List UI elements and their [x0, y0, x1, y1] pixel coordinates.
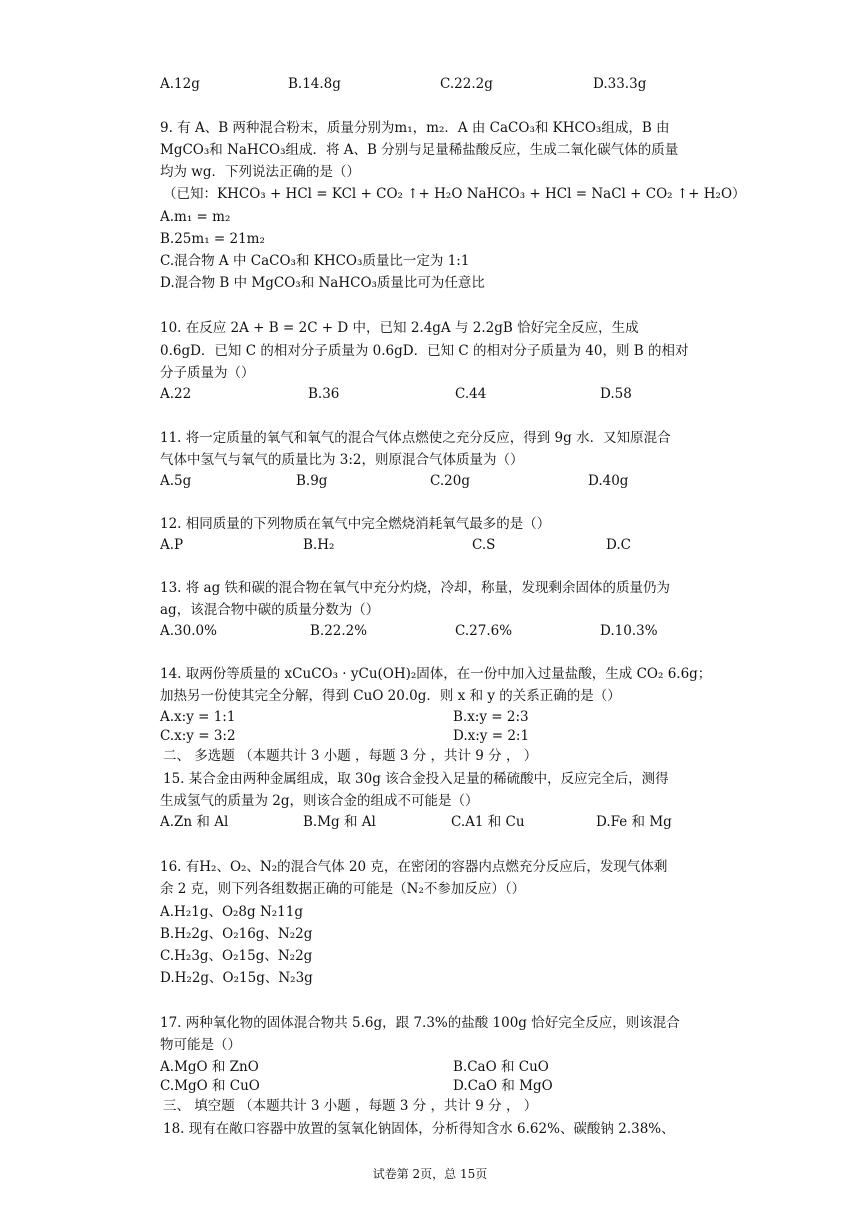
q18-stem-line-1: 18. 现有在敞口容器中放置的氢氧化钠固体，分析得知含水 6.62%、碳酸钠 2.38%、: [163, 1121, 675, 1137]
q15-option-b: B.Mg 和 Al: [303, 814, 376, 830]
q12-stem-line-1: 12. 相同质量的下列物质在氧气中完全燃烧消耗氧气最多的是（）: [160, 516, 551, 532]
page-footer: 试卷第 2页，总 15页: [372, 1167, 488, 1181]
q14-option-a: A.x:y = 1:1: [160, 709, 236, 725]
q17-stem-line-2: 物可能是（）: [160, 1037, 241, 1053]
q17-option-c: C.MgO 和 CuO: [160, 1078, 260, 1094]
q17-option-b: B.CaO 和 CuO: [453, 1059, 549, 1075]
q14-option-c: C.x:y = 3:2: [160, 728, 236, 744]
q13-option-d: D.10.3%: [600, 623, 658, 639]
q15-option-c: C.A1 和 Cu: [451, 814, 525, 830]
q10-stem-line-1: 10. 在反应 2A + B = 2C + D 中，已知 2.4gA 与 2.2gB 恰好完全反应，生成: [160, 320, 639, 336]
q9-option-a: A.m₁ = m₂: [160, 209, 231, 225]
q10-stem-line-2: 0.6gD．已知 C 的相对分子质量为 0.6gD．已知 C 的相对分子质量为 40，则 B 的相对: [160, 343, 689, 359]
q12-option-a: A.P: [160, 537, 184, 553]
q8-option-a: A.12g: [160, 76, 200, 92]
q9-option-b: B.25m₁ = 21m₂: [160, 231, 265, 247]
q16-option-a: A.H₂1g、O₂8g N₂11g: [160, 904, 304, 920]
q14-stem-line-1: 14. 取两份等质量的 xCuCO₃ · yCu(OH)₂固体，在一份中加入过量盐酸，生成 CO₂ 6.6g；: [160, 666, 712, 682]
q9-stem-line-1: 9. 有 A、B 两种混合粉末，质量分别为m₁，m₂．A 由 CaCO₃和 KHCO₃组成，B 由: [160, 120, 670, 136]
q14-stem-line-2: 加热另一份使其完全分解，得到 CuO 20.0g．则 x 和 y 的关系正确的是（）: [160, 688, 621, 704]
q9-stem-line-3: 均为 wg．下列说法正确的是（）: [160, 164, 360, 180]
q16-stem-line-2: 余 2 克，则下列各组数据正确的可能是（N₂不参加反应）（）: [160, 881, 526, 897]
q11-stem-line-1: 11. 将一定质量的氧气和氧气的混合气体点燃使之充分反应，得到 9g 水．又知原混合: [160, 430, 671, 446]
q9-option-d: D.混合物 B 中 MgCO₃和 NaHCO₃质量比可为任意比: [160, 275, 485, 291]
q13-stem-line-1: 13. 将 ag 铁和碳的混合物在氧气中充分灼烧，冷却，称量，发现剩余固体的质量仍为: [160, 580, 671, 596]
q12-option-c: C.S: [472, 537, 496, 553]
q10-option-b: B.36: [308, 386, 340, 402]
q8-option-d: D.33.3g: [593, 76, 647, 92]
q13-option-c: C.27.6%: [455, 623, 513, 639]
q10-option-c: C.44: [455, 386, 487, 402]
q14-option-b: B.x:y = 2:3: [453, 709, 529, 725]
q11-stem-line-2: 气体中氢气与氧气的质量比为 3:2，则原混合气体质量为（）: [160, 452, 524, 468]
q12-option-b: B.H₂: [303, 537, 335, 553]
q11-option-c: C.20g: [430, 473, 470, 489]
q16-option-c: C.H₂3g、O₂15g、N₂2g: [160, 948, 313, 964]
q13-option-a: A.30.0%: [160, 623, 217, 639]
q15-option-d: D.Fe 和 Mg: [596, 814, 672, 830]
section-heading-fill-in: 三、 填空题 （本题共计 3 小题 ，每题 3 分 ，共计 9 分 ， ）: [163, 1098, 538, 1114]
q11-option-b: B.9g: [296, 473, 328, 489]
q9-given-equations: （已知：KHCO₃ + HCl = KCl + CO₂ ↑+ H₂O NaHCO₃ + HCl = NaCl + CO₂ ↑+ H₂O）: [163, 186, 746, 202]
q9-option-c: C.混合物 A 中 CaCO₃和 KHCO₃质量比一定为 1:1: [160, 253, 470, 269]
q11-option-a: A.5g: [160, 473, 192, 489]
section-heading-multiple-choice: 二、 多选题 （本题共计 3 小题 ，每题 3 分 ，共计 9 分 ， ）: [163, 748, 538, 764]
q15-stem-line-1: 15. 某合金由两种金属组成，取 30g 该合金投入足量的稀硫酸中，反应完全后，测得: [163, 771, 669, 787]
q11-option-d: D.40g: [588, 473, 629, 489]
q10-stem-line-3: 分子质量为（）: [160, 365, 255, 381]
q14-option-d: D.x:y = 2:1: [453, 728, 530, 744]
q13-stem-line-2: ag，该混合物中碳的质量分数为（）: [160, 602, 380, 618]
q9-stem-line-2: MgCO₃和 NaHCO₃组成．将 A、B 分别与足量稀盐酸反应，生成二氧化碳气体的质量: [160, 142, 679, 158]
q13-option-b: B.22.2%: [310, 623, 368, 639]
q17-option-a: A.MgO 和 ZnO: [160, 1059, 259, 1075]
q10-option-d: D.58: [600, 386, 632, 402]
q10-option-a: A.22: [160, 386, 192, 402]
q15-option-a: A.Zn 和 Al: [160, 814, 229, 830]
q15-stem-line-2: 生成氢气的质量为 2g，则该合金的组成不可能是（）: [160, 793, 479, 809]
q8-option-b: B.14.8g: [288, 76, 341, 92]
q17-stem-line-1: 17. 两种氧化物的固体混合物共 5.6g，跟 7.3%的盐酸 100g 恰好完全反应，则该混合: [160, 1015, 680, 1031]
q12-option-d: D.C: [606, 537, 631, 553]
q16-option-d: D.H₂2g、O₂15g、N₂3g: [160, 970, 313, 986]
q17-option-d: D.CaO 和 MgO: [453, 1078, 553, 1094]
q16-option-b: B.H₂2g、O₂16g、N₂2g: [160, 926, 313, 942]
q16-stem-line-1: 16. 有H₂、O₂、N₂的混合气体 20 克，在密闭的容器内点燃充分反应后，发现气体剩: [160, 859, 668, 875]
q8-option-c: C.22.2g: [440, 76, 493, 92]
